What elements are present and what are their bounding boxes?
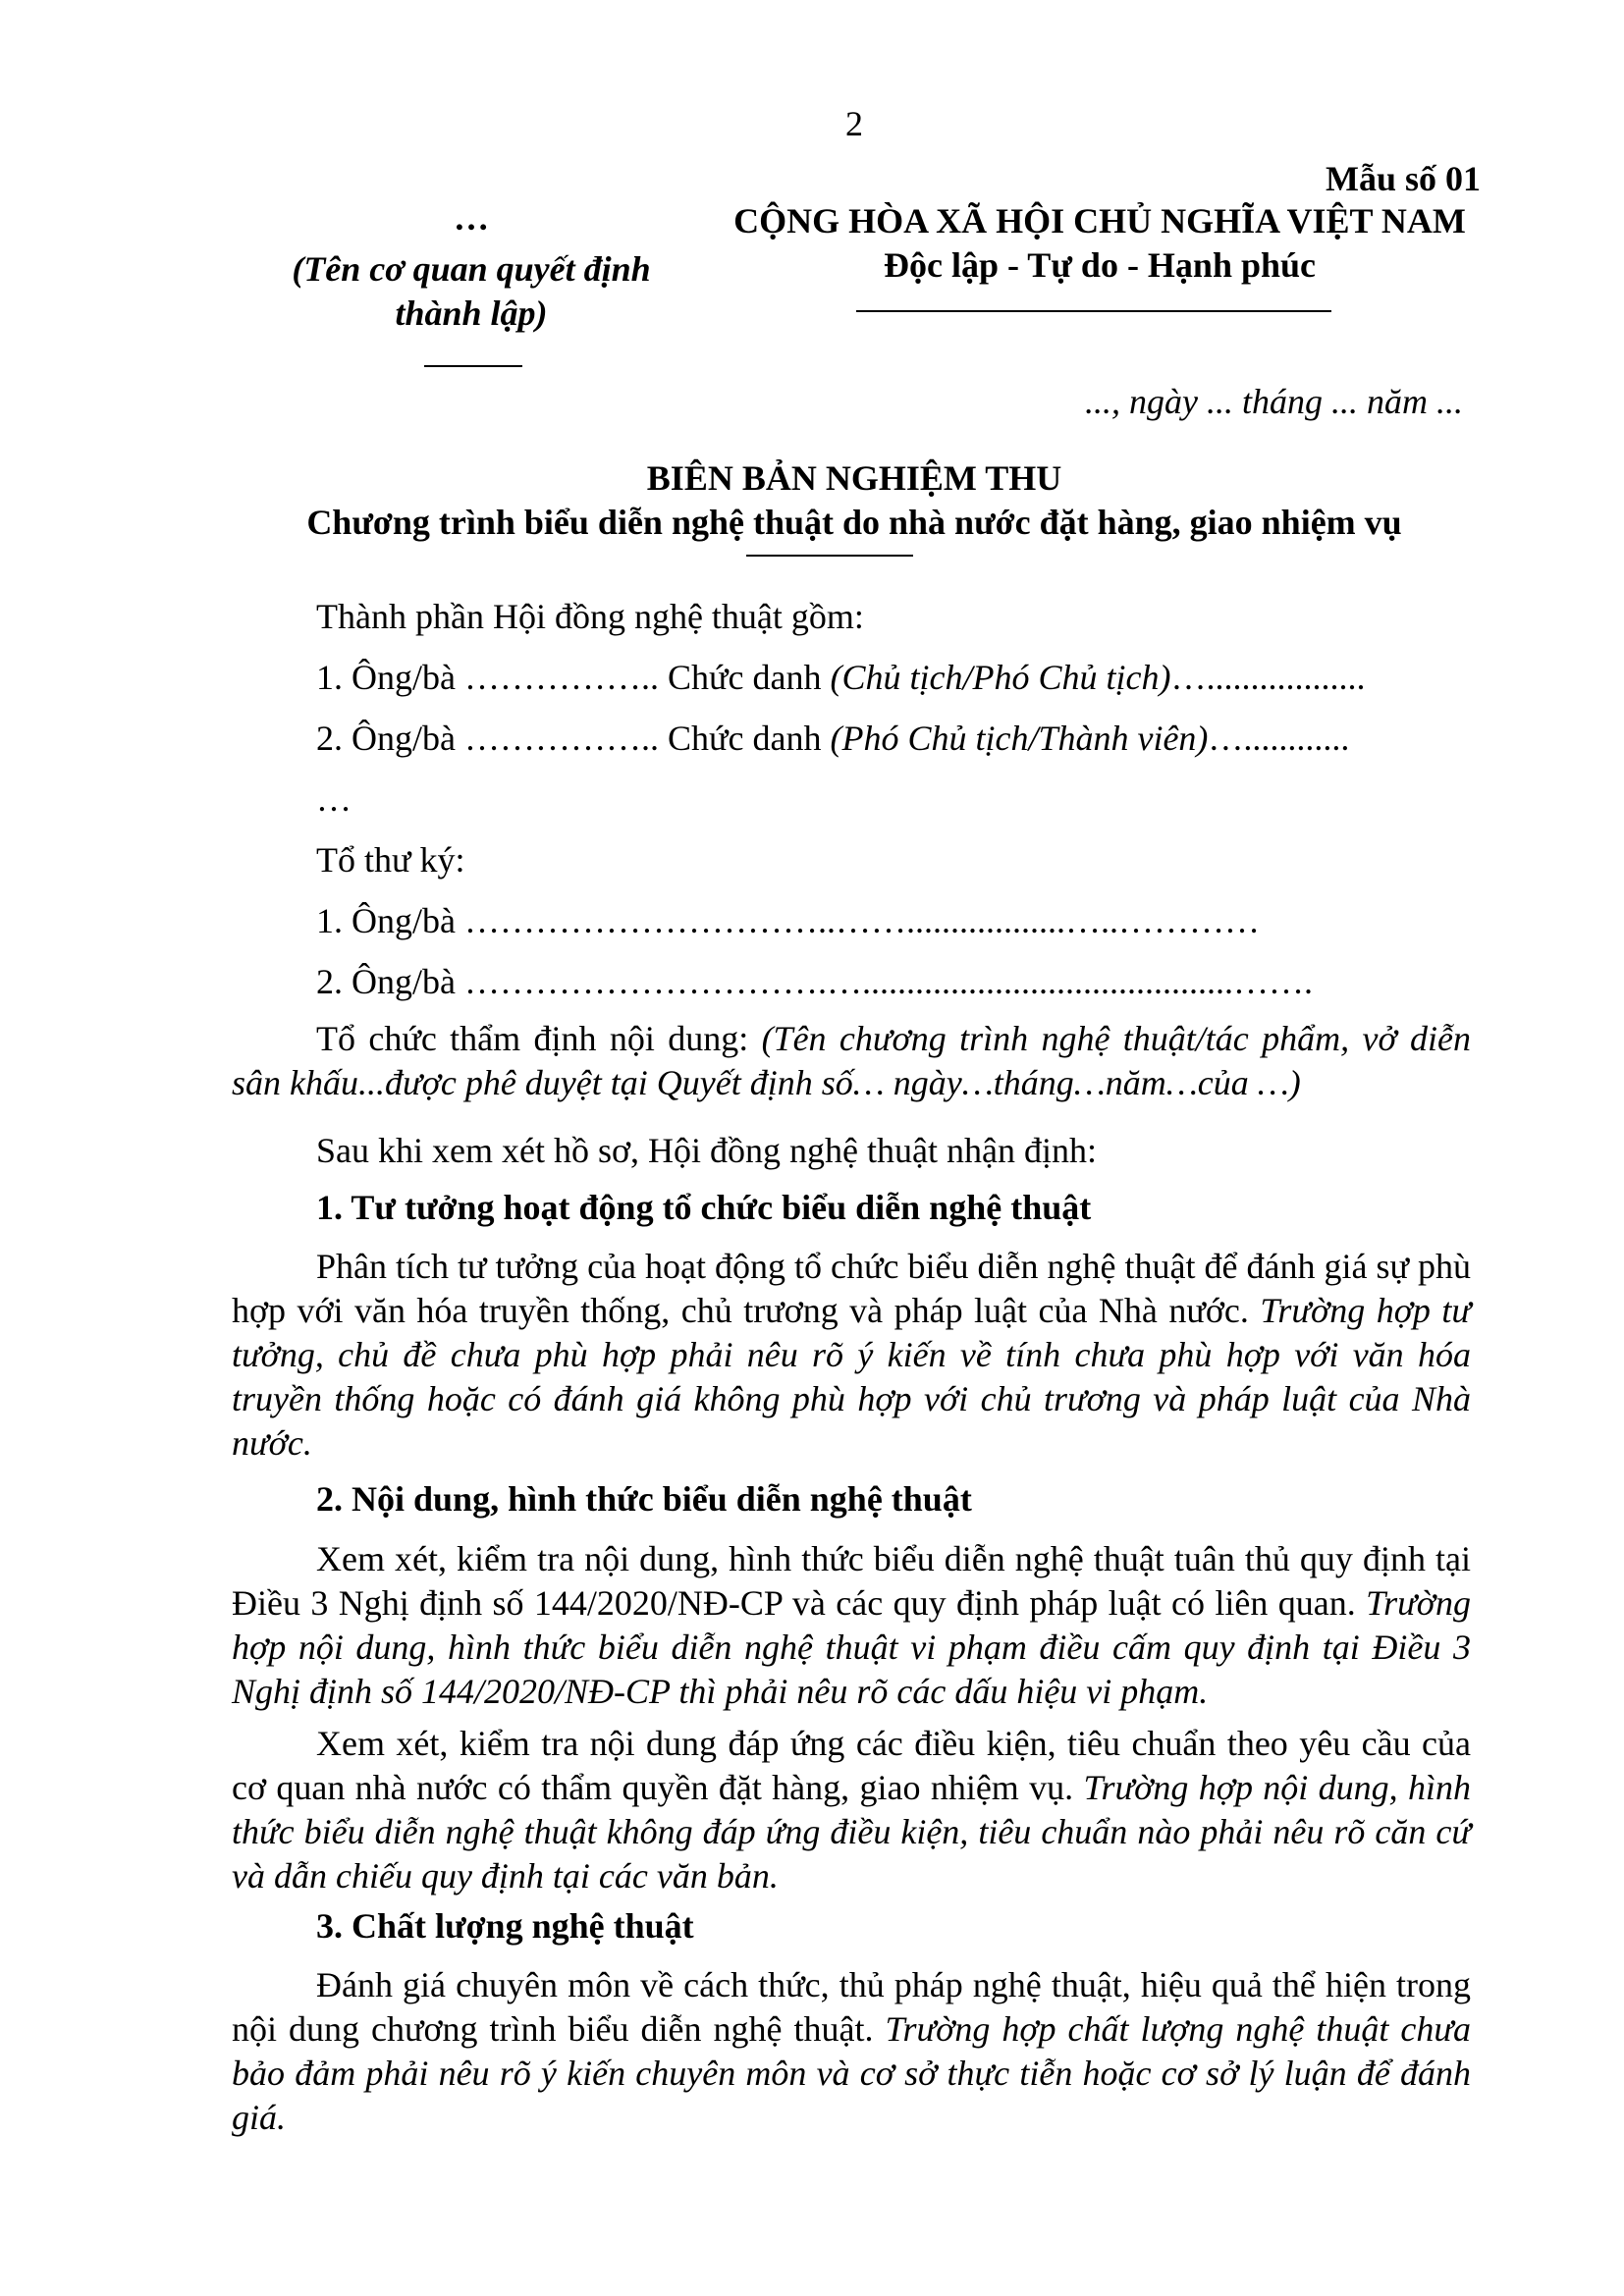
secretariat-heading: Tổ thư ký: [316,840,465,880]
council-member-2 [316,717,1349,761]
section-2-p2-text: Xem xét, kiểm tra nội dung đáp ứng các điều kiện, tiêu chuẩn theo yêu cầu của cơ quan nhà nước có thẩm quyền đặt hàng, giao nhiệm vụ. [232,1724,1471,1807]
member-2-prefix: 2. Ông/bà …………….. Chức danh [316,719,831,758]
council-more: … [316,779,352,819]
section-2-p1-italic: Trường hợp nội dung, hình thức biểu diễn nghệ thuật vi phạm điều cấm quy định tại Điều 3 Nghị định số 144/2020/NĐ-CP thì phải nêu rõ các dấu hiệu vi phạm. [232,1583,1471,1711]
national-motto: Độc lập - Tự do - Hạnh phúc [883,245,1317,285]
agency-name-line1: (Tên cơ quan quyết định [292,249,651,289]
council-heading: Thành phần Hội đồng nghệ thuật gồm: [316,597,864,636]
document-title: BIÊN BẢN NGHIỆM THU [646,458,1062,498]
review-intro: Sau khi xem xét hồ sơ, Hội đồng nghệ thuật nhận định: [316,1131,1097,1170]
date-line: ..., ngày ... tháng ... năm ... [1085,382,1463,421]
section-3-paragraph [232,1963,1471,2140]
appraisal-label: Tổ chức thẩm định nội dung: [316,1019,762,1058]
country-name: CỘNG HÒA XÃ HỘI CHỦ NGHĨA VIỆT NAM [733,201,1466,240]
member-1-role: (Chủ tịch/Phó Chủ tịch) [830,658,1171,697]
member-2-suffix: …............ [1208,719,1350,758]
agency-divider [424,365,522,367]
member-1-prefix: 1. Ông/bà …………….. Chức danh [316,658,831,697]
page-number: 2 [845,104,863,143]
agency-name-line2: thành lập) [395,294,548,333]
appraisal-paragraph [232,1017,1471,1105]
motto-divider [856,310,1331,312]
section-3-text: Đánh giá chuyên môn về cách thức, thủ pháp nghệ thuật, hiệu quả thể hiện trong nội dung chương trình biểu diễn nghệ thuật. [232,1965,1471,2049]
section-1-italic: Trường hợp tư tưởng, chủ đề chưa phù hợp phải nêu rõ ý kiến về tính chưa phù hợp với văn hóa truyền thống hoặc có đánh giá không phù hợp với chủ trương và pháp luật của Nhà nước. [232,1291,1472,1463]
council-member-1 [316,656,1365,700]
secretary-2: 2. Ông/bà ………………………….…..........................................……. [316,962,1313,1001]
agency-ellipsis: … [454,198,489,238]
secretary-1: 1. Ông/bà …………………………..……..................…..………… [316,901,1260,940]
section-1-paragraph [232,1245,1471,1466]
section-2-p2-italic: Trường hợp nội dung, hình thức biểu diễn nghệ thuật không đáp ứng điều kiện, tiêu chuẩn nào phải nêu rõ căn cứ và dẫn chiếu quy định tại các văn bản. [232,1768,1471,1896]
section-2-paragraph-1 [232,1537,1471,1714]
section-2-heading: 2. Nội dung, hình thức biểu diễn nghệ thuật [316,1479,972,1519]
appraisal-detail: (Tên chương trình nghệ thuật/tác phẩm, vở diễn sân khấu...được phê duyệt tại Quyết định số… ngày…tháng…năm…của …) [232,1019,1471,1102]
member-2-role: (Phó Chủ tịch/Thành viên) [830,719,1209,758]
member-1-suffix: ….................. [1170,658,1366,697]
section-2-paragraph-2 [232,1722,1471,1898]
section-1-text: Phân tích tư tưởng của hoạt động tổ chức biểu diễn nghệ thuật để đánh giá sự phù hợp với văn hóa truyền thống, chủ trương và pháp luật của Nhà nước. [232,1247,1471,1330]
section-2-p1-text: Xem xét, kiểm tra nội dung, hình thức biểu diễn nghệ thuật tuân thủ quy định tại Điều 3 Nghị định số 144/2020/NĐ-CP và các quy định pháp luật có liên quan. [232,1539,1471,1623]
document-subtitle: Chương trình biểu diễn nghệ thuật do nhà nước đặt hàng, giao nhiệm vụ [306,503,1402,542]
title-divider [746,555,913,557]
section-3-italic: Trường hợp chất lượng nghệ thuật chưa bảo đảm phải nêu rõ ý kiến chuyên môn và cơ sở thực tiễn hoặc cơ sở lý luận để đánh giá. [232,2009,1471,2137]
form-label: Mẫu số 01 [1325,159,1481,198]
section-1-heading: 1. Tư tưởng hoạt động tổ chức biểu diễn nghệ thuật [316,1188,1092,1227]
section-3-heading: 3. Chất lượng nghệ thuật [316,1906,694,1946]
